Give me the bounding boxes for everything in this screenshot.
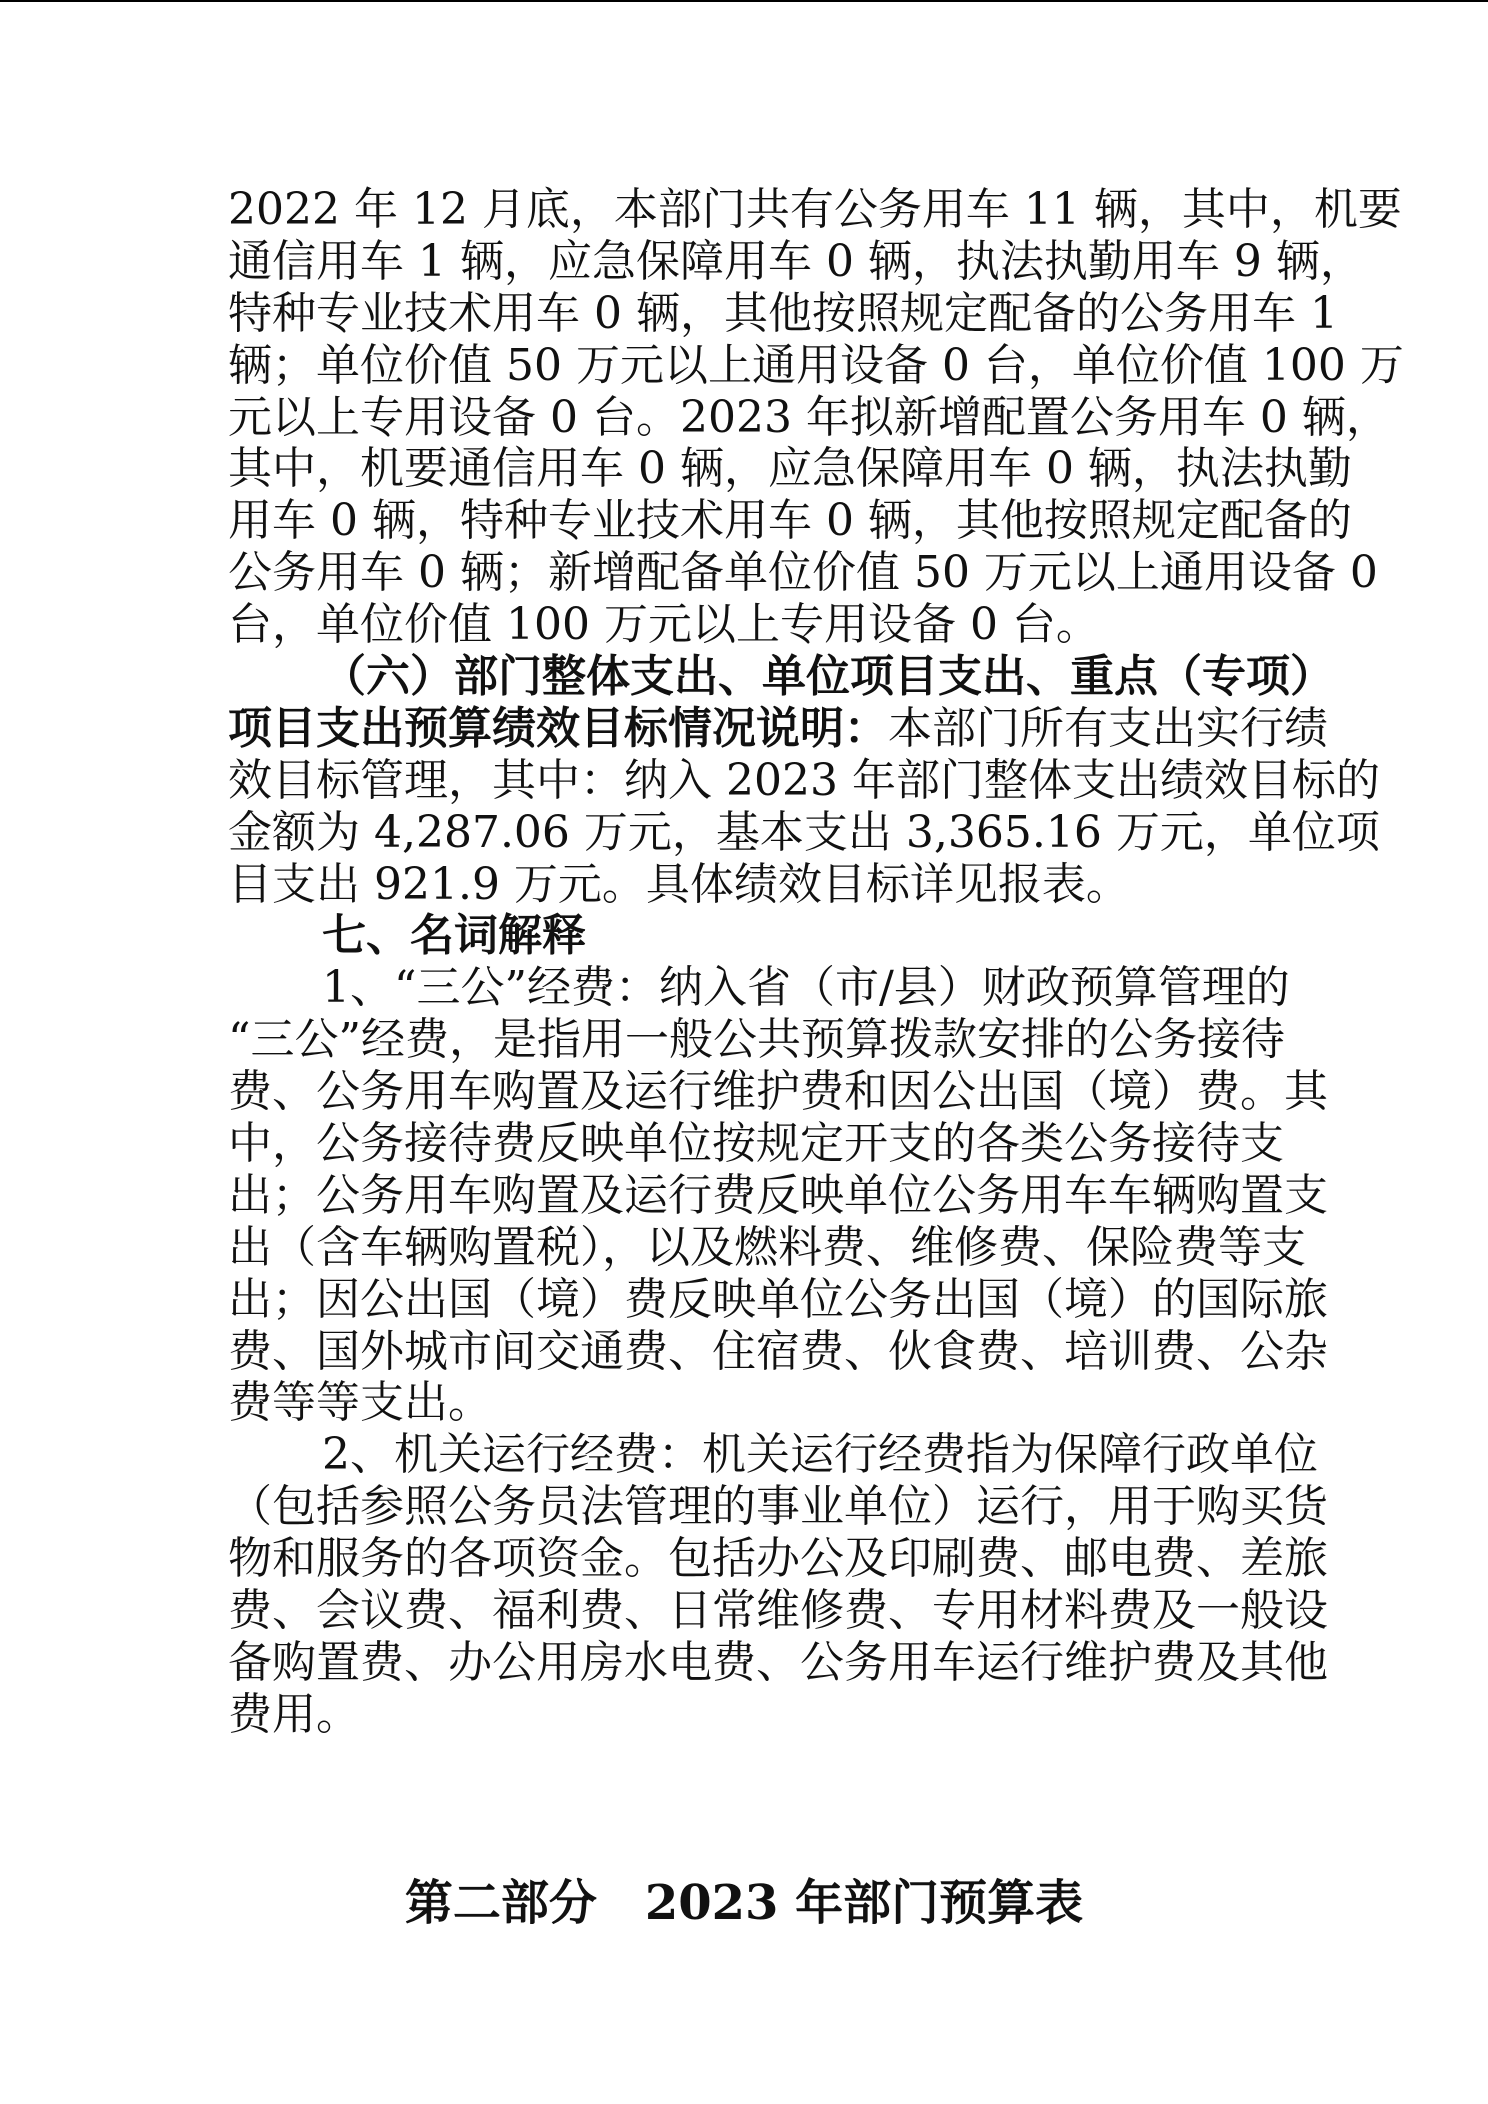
text-line: 特种专业技术用车 0 辆，其他按照规定配备的公务用车 1 xyxy=(228,287,1338,339)
text-line: （包括参照公务员法管理的事业单位）运行，用于购买货 xyxy=(228,1481,1328,1533)
text-line: 效目标管理，其中：纳入 2023 年部门整体支出绩效目标的 xyxy=(228,754,1380,806)
section-title: 第二部分 2023 年部门预算表 xyxy=(404,1875,1084,1931)
text-line: 出（含车辆购置税），以及燃料费、维修费、保险费等支 xyxy=(228,1221,1306,1273)
text-line: 费、国外城市间交通费、住宿费、伙食费、培训费、公杂 xyxy=(228,1325,1328,1377)
document-body xyxy=(228,184,1404,1741)
text-line: 台，单位价值 100 万元以上专用设备 0 台。 xyxy=(228,599,1100,651)
text-line: 中，公务接待费反映单位按规定开支的各类公务接待支 xyxy=(228,1118,1284,1170)
text-line: “三公”经费，是指用一般公共预算拨款安排的公务接待 xyxy=(228,1014,1285,1066)
bold-text: 七、名词解释 xyxy=(322,910,586,962)
text-line: 费等等支出。 xyxy=(228,1377,492,1429)
bold-text: （六）部门整体支出、单位项目支出、重点（专项） xyxy=(322,651,1334,703)
text-line xyxy=(228,702,1328,755)
text-line: 用车 0 辆，特种专业技术用车 0 辆，其他按照规定配备的 xyxy=(228,495,1352,547)
text-line: 出；因公出国（境）费反映单位公务出国（境）的国际旅 xyxy=(228,1273,1328,1325)
text-line: 公务用车 0 辆；新增配备单位价值 50 万元以上通用设备 0 xyxy=(228,547,1378,599)
glossary-item-three-public xyxy=(228,962,1328,1429)
text-line: 其中，机要通信用车 0 辆，应急保障用车 0 辆，执法执勤 xyxy=(228,443,1352,495)
text-line: 2022 年 12 月底，本部门共有公务用车 11 辆，其中，机要 xyxy=(228,184,1402,235)
glossary-item-operating-costs xyxy=(228,1429,1328,1740)
text-line xyxy=(228,651,1334,703)
text-line xyxy=(228,910,1262,962)
text-line: 1、“三公”经费：纳入省（市/县）财政预算管理的 xyxy=(322,962,1290,1014)
text-line: 金额为 4,287.06 万元，基本支出 3,365.16 万元，单位项 xyxy=(228,806,1380,858)
performance-goals-paragraph xyxy=(228,651,1380,910)
text-line: 备购置费、办公用房水电费、公务用车运行维护费及其他 xyxy=(228,1636,1328,1688)
text-line: 目支出 921.9 万元。具体绩效目标详见报表。 xyxy=(228,858,1130,910)
glossary-heading xyxy=(228,910,1262,962)
bold-text: 项目支出预算绩效目标情况说明： xyxy=(228,702,888,754)
text-line: 通信用车 1 辆，应急保障用车 0 辆，执法执勤用车 9 辆， xyxy=(228,235,1364,287)
text-line: 费、公务用车购置及运行维护费和因公出国（境）费。其 xyxy=(228,1066,1328,1118)
text-line: 出；公务用车购置及运行费反映单位公务用车车辆购置支 xyxy=(228,1169,1328,1221)
text-line: 物和服务的各项资金。包括办公及印刷费、邮电费、差旅 xyxy=(228,1533,1328,1585)
text-segment: 本部门所有支出实行绩 xyxy=(888,702,1328,754)
text-line: 辆；单位价值 50 万元以上通用设备 0 台，单位价值 100 万 xyxy=(228,339,1404,391)
text-line: 元以上专用设备 0 台。2023 年拟新增配置公务用车 0 辆， xyxy=(228,391,1390,443)
vehicle-assets-paragraph xyxy=(228,184,1404,651)
text-line: 费用。 xyxy=(228,1688,360,1740)
text-line: 费、会议费、福利费、日常维修费、专用材料费及一般设 xyxy=(228,1585,1328,1637)
text-line: 2、机关运行经费：机关运行经费指为保障行政单位 xyxy=(322,1429,1318,1481)
